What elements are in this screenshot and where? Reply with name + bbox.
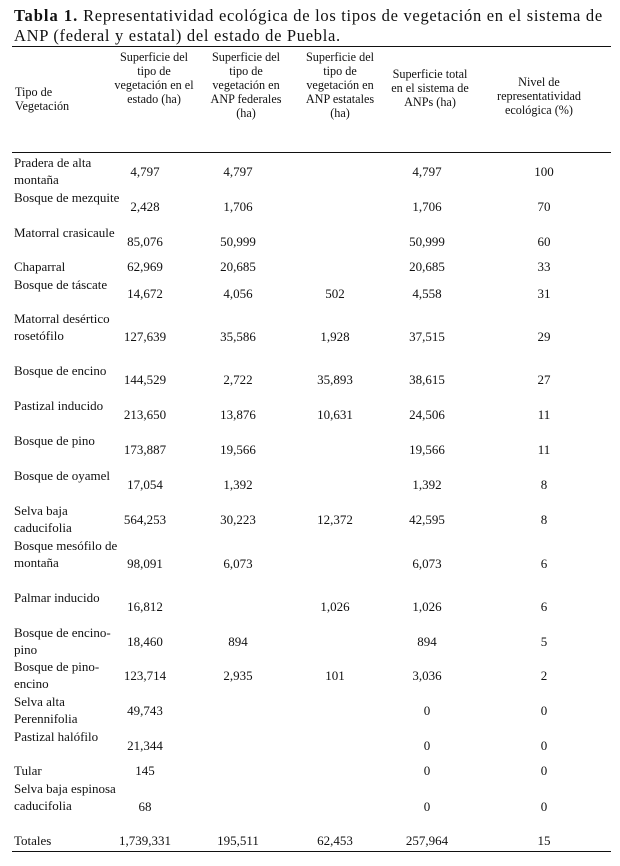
cell-nivel: 33 [537,259,551,274]
table-row [0,502,620,536]
cell-estado: 85,076 [127,234,163,249]
cell-tipo: Pradera de alta montaña [14,155,92,187]
cell-estatales: 62,453 [317,833,353,848]
cell-nivel: 8 [540,477,548,492]
cell-nivel: 100 [534,164,554,179]
cell-total: 37,515 [409,329,445,344]
cell-total: 0 [423,738,431,753]
table-row [0,432,620,466]
cell-federales: 50,999 [220,234,256,249]
cell-estatales: 10,631 [317,407,353,422]
table-row [0,258,620,275]
cell-tipo: Matorral desértico rosetófilo [14,311,110,343]
cell-total: 257,964 [405,833,449,848]
cell-total: 3,036 [412,668,442,683]
cell-nivel: 70 [537,199,551,214]
cell-estado: 123,714 [123,668,167,683]
cell-nivel: 27 [537,372,551,387]
cell-estado: 144,529 [123,372,167,387]
cell-tipo: Bosque de pino-encino [14,659,100,691]
table-row [0,189,620,223]
cell-estatales: 1,928 [320,329,350,344]
cell-total: 19,566 [409,442,445,457]
cell-federales: 6,073 [223,556,253,571]
cell-total: 38,615 [409,372,445,387]
cell-nivel: 0 [540,738,548,753]
cell-estado: 213,650 [123,407,167,422]
cell-estado: 18,460 [127,634,163,649]
cell-total: 6,073 [412,556,442,571]
table-row [0,693,620,727]
cell-tipo: Bosque mesófilo de montaña [14,538,118,570]
cell-total: 20,685 [409,259,445,274]
cell-tipo: Bosque de oyamel [14,468,111,483]
cell-estatales: 101 [325,668,345,683]
cell-federales: 2,722 [223,372,253,387]
cell-tipo: Totales [14,833,52,848]
cell-federales: 195,511 [217,833,259,848]
cell-estado: 4,797 [130,164,160,179]
cell-nivel: 8 [540,512,548,527]
table-row [0,589,620,623]
table-row [0,728,620,762]
bottom-rule [12,851,611,852]
table-row [0,276,620,310]
cell-estado: 145 [135,763,155,778]
cell-tipo: Bosque de encino-pino [14,625,111,657]
cell-federales: 30,223 [220,512,256,527]
cell-estatales: 502 [325,286,345,301]
cell-estado: 1,739,331 [119,833,171,848]
table-row [0,762,620,779]
cell-federales: 1,706 [223,199,253,214]
cell-estado: 62,969 [127,259,163,274]
cell-nivel: 11 [537,407,551,422]
cell-estado: 127,639 [123,329,167,344]
cell-tipo: Bosque de encino [14,363,107,378]
cell-federales: 4,797 [223,164,253,179]
cell-tipo: Matorral crasicaule [14,225,115,240]
table-label: Tabla 1. [14,6,79,25]
table-row [0,310,620,361]
cell-total: 894 [417,634,437,649]
cell-nivel: 31 [537,286,551,301]
cell-nivel: 29 [537,329,551,344]
cell-federales: 2,935 [223,668,253,683]
cell-estatales: 35,893 [317,372,353,387]
cell-estado: 21,344 [127,738,163,753]
cell-nivel: 2 [540,668,548,683]
cell-total: 4,797 [412,164,442,179]
cell-federales: 20,685 [220,259,256,274]
cell-total: 4,558 [412,286,442,301]
table-row [0,537,620,588]
cell-total: 24,506 [409,407,445,422]
cell-tipo: Bosque de táscate [14,277,108,292]
table-caption [14,6,610,46]
header-superficie-total: Superficie total en el sistema de ANPs (ha) [391,67,469,109]
header-rule [12,152,611,153]
table-caption-text: Representatividad ecológica de los tipos de vegetación en el sistema de ANP (federal y estatal) del estado de Puebla. [14,6,603,45]
cell-nivel: 0 [540,703,548,718]
cell-total: 1,392 [412,477,442,492]
cell-tipo: Pastizal halófilo [14,729,99,744]
cell-federales: 4,056 [223,286,253,301]
header-nivel: Nivel de representatividad ecológica (%) [497,75,581,117]
cell-tipo: Tular [14,763,42,778]
cell-total: 0 [423,799,431,814]
cell-total: 0 [423,763,431,778]
cell-estado: 2,428 [130,199,160,214]
cell-tipo: Chaparral [14,259,66,274]
cell-estado: 173,887 [123,442,167,457]
cell-tipo: Palmar inducido [14,590,100,605]
cell-nivel: 0 [540,799,548,814]
table-row [0,397,620,431]
cell-tipo: Selva alta Perennifolia [14,694,78,726]
table-row [0,362,620,396]
cell-nivel: 6 [540,599,548,614]
cell-federales: 13,876 [220,407,256,422]
cell-total: 0 [423,703,431,718]
cell-tipo: Pastizal inducido [14,398,104,413]
cell-tipo: Bosque de pino [14,433,95,448]
cell-estado: 564,253 [123,512,167,527]
table-row [0,224,620,258]
cell-total: 1,026 [412,599,442,614]
cell-nivel: 11 [537,442,551,457]
cell-tipo: Selva baja espinosa caducifolia [14,781,116,813]
cell-nivel: 60 [537,234,551,249]
cell-nivel: 0 [540,763,548,778]
cell-tipo: Selva baja caducifolia [14,503,72,535]
cell-total: 42,595 [409,512,445,527]
cell-estado: 98,091 [127,556,163,571]
cell-tipo: Bosque de mezquite [14,190,120,205]
cell-nivel: 15 [537,833,551,848]
cell-estado: 17,054 [127,477,163,492]
table-row [0,658,620,692]
cell-federales: 35,586 [220,329,256,344]
cell-estatales: 1,026 [320,599,350,614]
totals-row [0,832,620,849]
cell-estado: 16,812 [127,599,163,614]
cell-estado: 68 [138,799,152,814]
header-superficie-estado: Superficie del tipo de vegetación en el estado (ha) [114,50,194,106]
table-row [0,624,620,658]
table-row [0,780,620,831]
cell-federales: 1,392 [223,477,253,492]
cell-total: 1,706 [412,199,442,214]
cell-federales: 894 [228,634,248,649]
table-row [0,467,620,501]
header-superficie-federales: Superficie del tipo de vegetación en ANP federales (ha) [210,50,282,120]
header-superficie-estatales: Superficie del tipo de vegetación en ANP estatales (ha) [305,50,375,120]
cell-nivel: 5 [540,634,548,649]
top-rule [12,46,611,47]
cell-federales: 19,566 [220,442,256,457]
cell-nivel: 6 [540,556,548,571]
cell-estado: 49,743 [127,703,163,718]
cell-total: 50,999 [409,234,445,249]
table-row [0,154,620,188]
cell-estado: 14,672 [127,286,163,301]
header-tipo: Tipo de Vegetación [15,85,70,113]
cell-estatales: 12,372 [317,512,353,527]
